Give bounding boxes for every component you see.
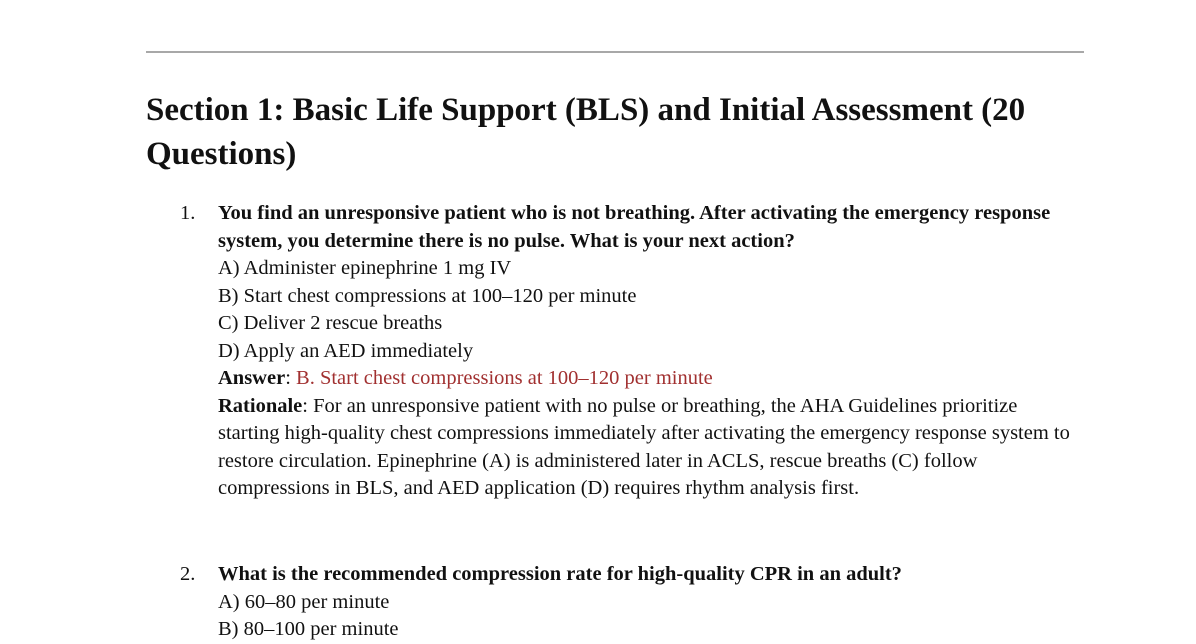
answer-line: Answer: B. Start chest compressions at 100–120 per minute xyxy=(218,367,713,389)
rationale-label: Rationale xyxy=(218,394,303,417)
option-a: A) 60–80 per minute xyxy=(218,590,390,613)
option-a: A) Administer epinephrine 1 mg IV xyxy=(218,257,512,279)
question-body xyxy=(218,561,1078,644)
question-body xyxy=(218,200,1078,503)
answer-label: Answer xyxy=(218,367,286,389)
question-text: You find an unresponsive patient who is not breathing. After activating the emergency response system, you determine there is no pulse. What is your next action? xyxy=(218,202,1051,252)
rationale: Rationale: For an unresponsive patient with no pulse or breathing, the AHA Guidelines prioritize starting high-quality chest compressions immediately after activating the emergency response system to restore circulation. Epinephrine (A) is administered later in ACLS, rescue breaths (C) follow compressions in BLS, and AED application (D) requires rhythm analysis first. xyxy=(218,394,1070,499)
option-d: D) Apply an AED immediately xyxy=(218,339,474,362)
question-text: What is the recommended compression rate for high-quality CPR in an adult? xyxy=(218,563,902,585)
question-number: 1. xyxy=(180,202,196,224)
rationale-text: For an unresponsive patient with no pulse or breathing, the AHA Guidelines prioritize starting high-quality chest compressions immediately after activating the emergency response system to restore circulation. Epinephrine (A) is administered later in ACLS, rescue breaths (C) follow compressions in BLS, and AED application (D) requires rhythm analysis first. xyxy=(218,394,1070,499)
answer-text: B. Start chest compressions at 100–120 per minute xyxy=(296,367,713,389)
option-b: B) 80–100 per minute xyxy=(218,618,399,640)
section-title: Section 1: Basic Life Support (BLS) and Initial Assessment (20 Questions) xyxy=(146,92,1026,172)
top-divider xyxy=(146,51,1084,53)
option-c: C) Deliver 2 rescue breaths xyxy=(218,312,443,334)
question-number: 2. xyxy=(180,563,196,585)
option-b: B) Start chest compressions at 100–120 per minute xyxy=(218,284,637,307)
